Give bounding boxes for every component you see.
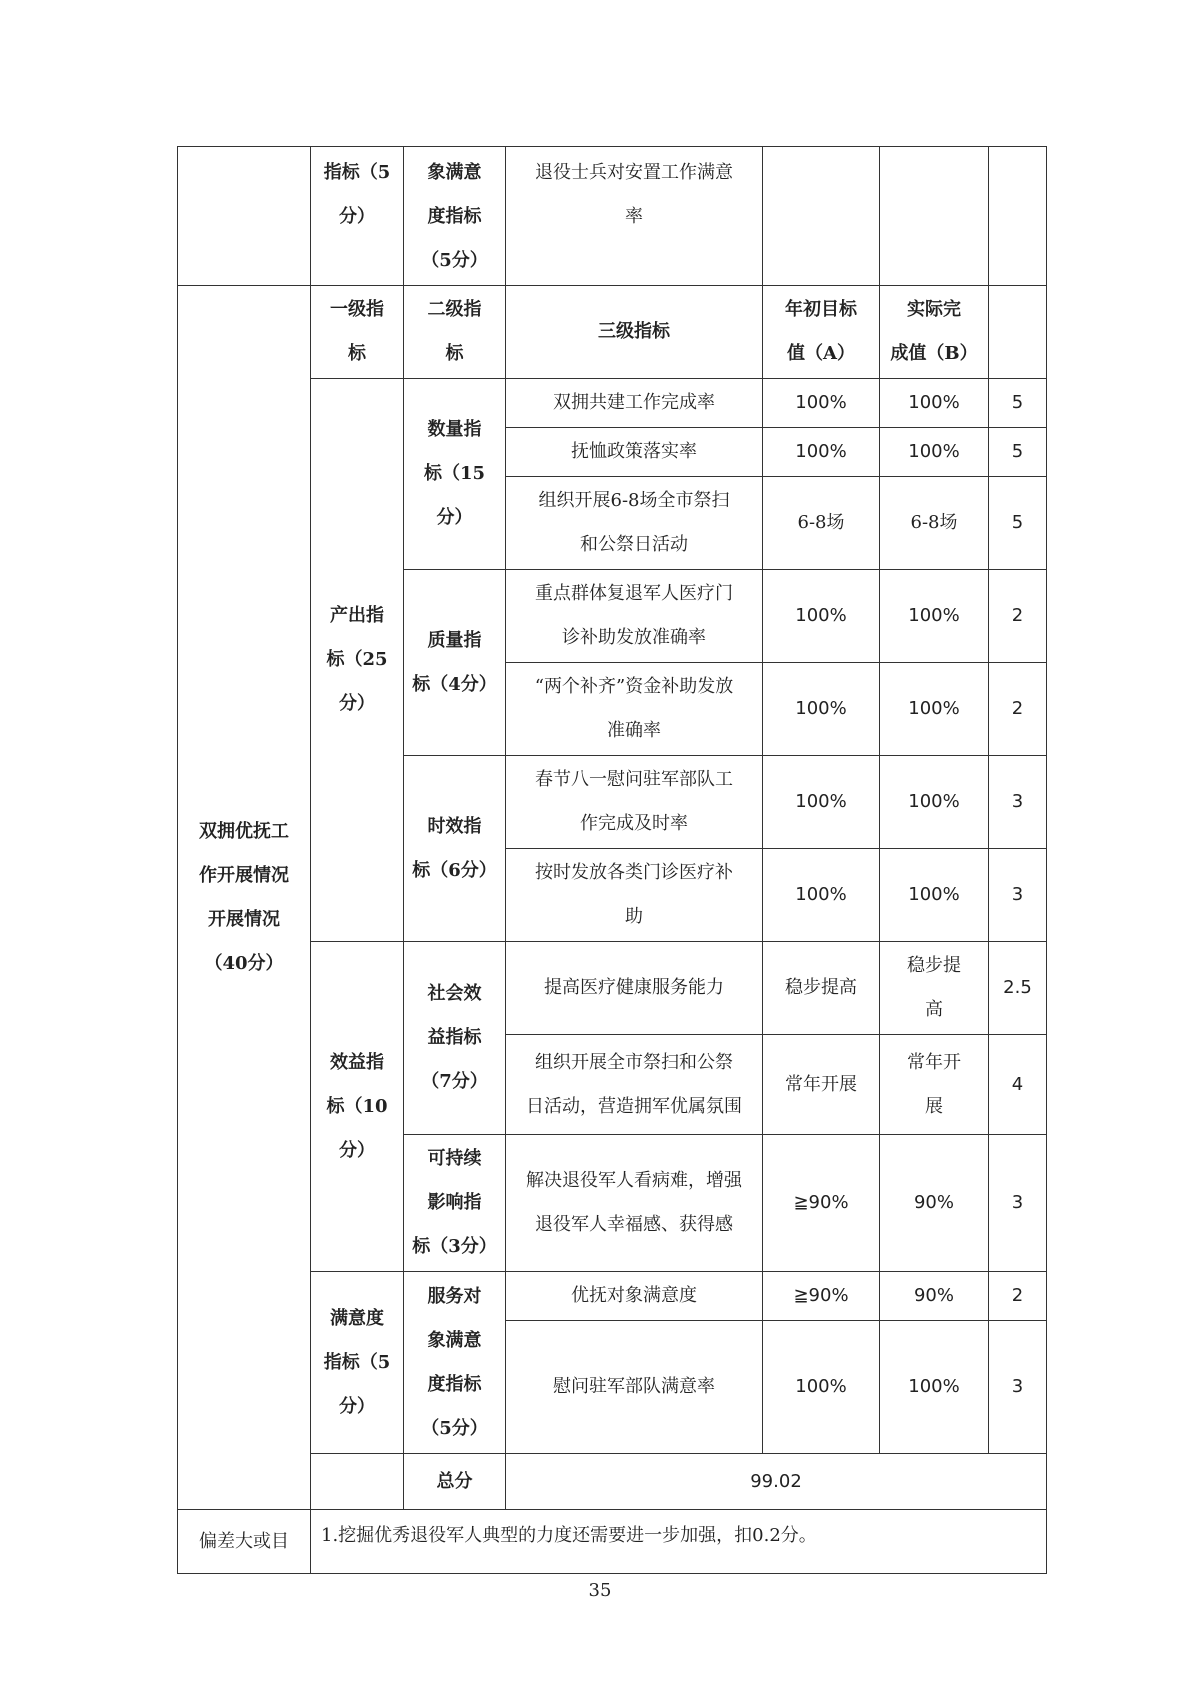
actual-value: 100% xyxy=(880,756,989,849)
subgroup-quantity: 数量指 标（15 分） xyxy=(404,379,506,570)
score-value: 3 xyxy=(989,756,1047,849)
target-value: 100% xyxy=(763,1321,880,1454)
group-satisfaction: 满意度 指标（5 分） xyxy=(311,1272,404,1454)
actual-value: 90% xyxy=(880,1135,989,1272)
subgroup-social: 社会效 益指标 （7分） xyxy=(404,942,506,1135)
actual-value: 100% xyxy=(880,379,989,428)
total-label: 总分 xyxy=(404,1454,506,1510)
actual-value: 100% xyxy=(880,570,989,663)
score-value: 5 xyxy=(989,477,1047,570)
header-actual: 实际完 成值（B） xyxy=(880,286,989,379)
header-level1: 一级指 标 xyxy=(311,286,404,379)
target-value: 100% xyxy=(763,663,880,756)
target-value: 100% xyxy=(763,379,880,428)
indicator-name: 抚恤政策落实率 xyxy=(506,428,763,477)
section-label: 双拥优抚工 作开展情况 开展情况 （40分） xyxy=(178,286,311,1510)
deviation-text: 1.挖掘优秀退役军人典型的力度还需要进一步加强，扣0.2分。 xyxy=(311,1510,1047,1574)
group-benefit: 效益指 标（10 分） xyxy=(311,942,404,1272)
subgroup-timeliness: 时效指 标（6分） xyxy=(404,756,506,942)
score-cell xyxy=(989,147,1047,286)
actual-value: 90% xyxy=(880,1272,989,1321)
indicator-name: 重点群体复退军人医疗门 诊补助发放准确率 xyxy=(506,570,763,663)
subgroup-service: 服务对 象满意 度指标 （5分） xyxy=(404,1272,506,1454)
page-number: 35 xyxy=(588,1580,612,1601)
indicator-name: 优抚对象满意度 xyxy=(506,1272,763,1321)
indicator-name: 双拥共建工作完成率 xyxy=(506,379,763,428)
target-value: 6-8场 xyxy=(763,477,880,570)
score-value: 4 xyxy=(989,1035,1047,1135)
indicator-name: 春节八一慰问驻军部队工 作完成及时率 xyxy=(506,756,763,849)
header-score xyxy=(989,286,1047,379)
header-row xyxy=(178,286,1047,379)
deviation-label: 偏差大或目 xyxy=(178,1510,311,1574)
score-value: 3 xyxy=(989,1135,1047,1272)
empty-cell xyxy=(311,1454,404,1510)
target-value: 100% xyxy=(763,428,880,477)
actual-value: 100% xyxy=(880,1321,989,1454)
header-level2: 二级指 标 xyxy=(404,286,506,379)
actual-cell xyxy=(880,147,989,286)
total-value: 99.02 xyxy=(506,1454,1047,1510)
target-value: 100% xyxy=(763,756,880,849)
actual-value: 常年开 展 xyxy=(880,1035,989,1135)
subgroup-quality: 质量指 标（4分） xyxy=(404,570,506,756)
performance-table xyxy=(177,146,1047,1574)
target-value: 常年开展 xyxy=(763,1035,880,1135)
level3-cell: 退役士兵对安置工作满意 率 xyxy=(506,147,763,286)
subgroup-sustain: 可持续 影响指 标（3分） xyxy=(404,1135,506,1272)
score-value: 2 xyxy=(989,570,1047,663)
target-value: ≧90% xyxy=(763,1272,880,1321)
actual-value: 100% xyxy=(880,428,989,477)
indicator-name: 组织开展6-8场全市祭扫 和公祭日活动 xyxy=(506,477,763,570)
score-value: 5 xyxy=(989,379,1047,428)
score-value: 2 xyxy=(989,1272,1047,1321)
target-cell xyxy=(763,147,880,286)
indicator-name: 提高医疗健康服务能力 xyxy=(506,942,763,1035)
indicator-name: 组织开展全市祭扫和公祭 日活动，营造拥军优属氛围 xyxy=(506,1035,763,1135)
deviation-row xyxy=(178,1510,1047,1574)
target-value: ≧90% xyxy=(763,1135,880,1272)
indicator-name: 解决退役军人看病难，增强 退役军人幸福感、获得感 xyxy=(506,1135,763,1272)
empty-cell xyxy=(178,147,311,286)
group-output: 产出指 标（25 分） xyxy=(311,379,404,942)
level2-cell: 象满意 度指标 （5分） xyxy=(404,147,506,286)
level1-cell: 指标（5 分） xyxy=(311,147,404,286)
indicator-name: “两个补齐”资金补助发放 准确率 xyxy=(506,663,763,756)
score-value: 3 xyxy=(989,1321,1047,1454)
continuation-row xyxy=(178,147,1047,286)
score-value: 5 xyxy=(989,428,1047,477)
target-value: 100% xyxy=(763,849,880,942)
score-value: 2 xyxy=(989,663,1047,756)
indicator-name: 按时发放各类门诊医疗补 助 xyxy=(506,849,763,942)
score-value: 3 xyxy=(989,849,1047,942)
header-level3: 三级指标 xyxy=(506,286,763,379)
target-value: 稳步提高 xyxy=(763,942,880,1035)
actual-value: 6-8场 xyxy=(880,477,989,570)
target-value: 100% xyxy=(763,570,880,663)
indicator-name: 慰问驻军部队满意率 xyxy=(506,1321,763,1454)
header-target: 年初目标 值（A） xyxy=(763,286,880,379)
actual-value: 稳步提 高 xyxy=(880,942,989,1035)
actual-value: 100% xyxy=(880,663,989,756)
score-value: 2.5 xyxy=(989,942,1047,1035)
actual-value: 100% xyxy=(880,849,989,942)
